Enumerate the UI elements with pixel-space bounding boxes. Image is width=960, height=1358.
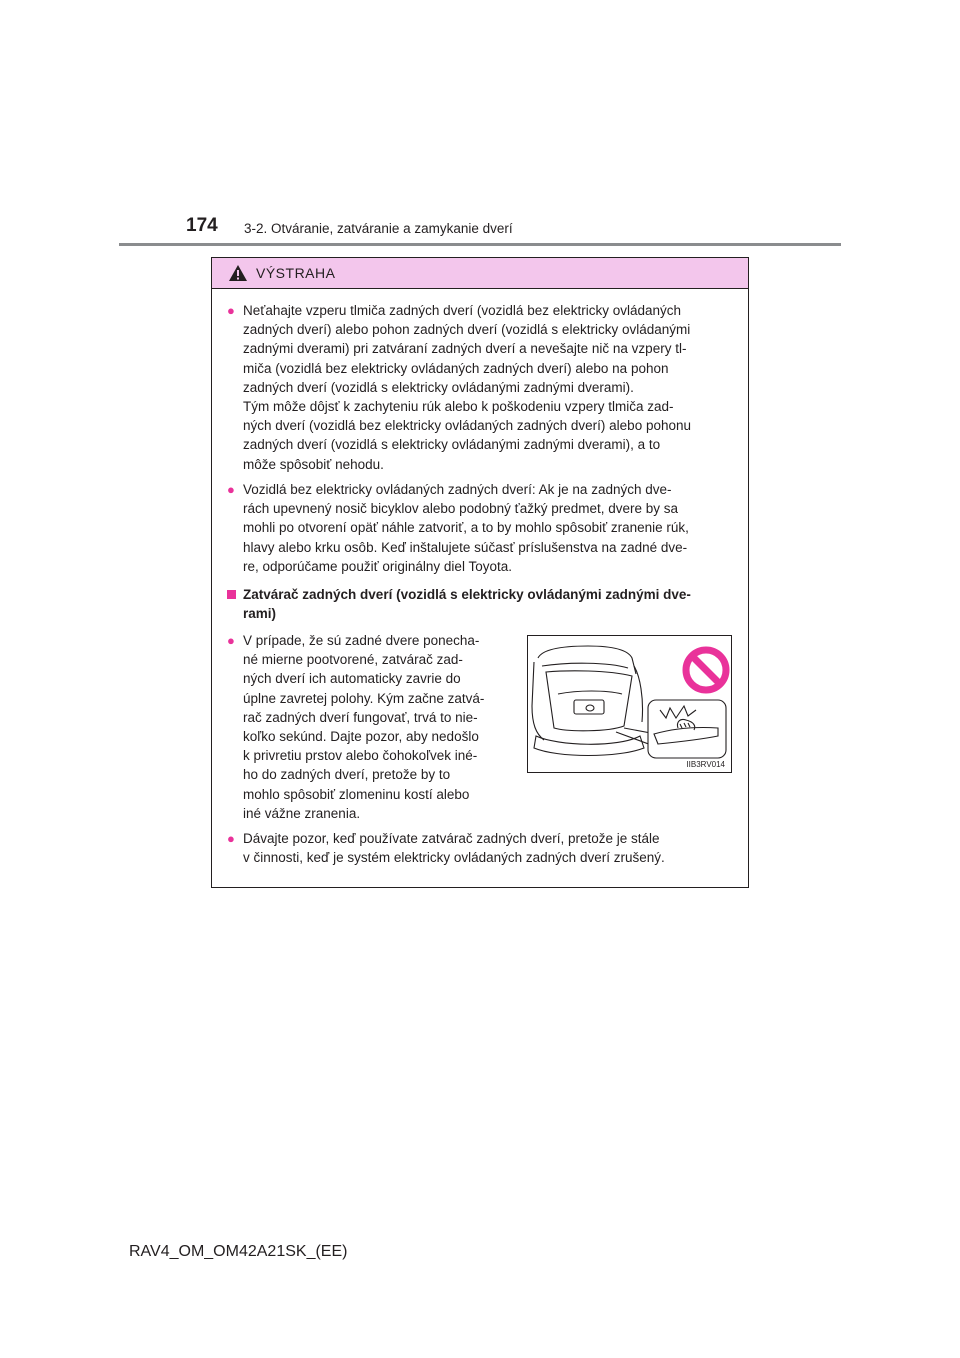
text-line: né mierne pootvorené, zatvárač zad- [243, 652, 463, 668]
warning-item [227, 829, 743, 867]
bullet-icon: ● [227, 482, 235, 497]
text-line: iné vážne zranenia. [243, 805, 361, 821]
warning-item [227, 301, 743, 474]
text-line: V prípade, že sú zadné dvere ponecha- [243, 633, 480, 648]
text-line: ných dverí (vozidlá bez elektricky ovládaných zadných dverí) alebo pohonu [243, 418, 691, 434]
car-rear-illustration [528, 636, 732, 773]
text-line: Dávajte pozor, keď používate zatvárač zadných dverí, pretože je stále [243, 831, 660, 846]
section-title: 3-2. Otváranie, zatváranie a zamykanie dverí [244, 221, 513, 236]
bullet-icon: ● [227, 831, 235, 846]
square-bullet-icon [227, 590, 236, 599]
text-line: zadných dverí (vozidlá s elektricky ovládanými zadnými dverami). [243, 379, 634, 395]
subheading [227, 585, 743, 623]
figure-code: IIB3RV014 [686, 760, 725, 769]
text-line: ho do zadných dverí, pretože by to [243, 767, 451, 783]
warning-item [227, 480, 743, 576]
text-line: k privretiu prstov alebo čohokoľvek iné- [243, 748, 478, 764]
text-line: môže spôsobiť nehodu. [243, 456, 384, 472]
text-line: Vozidlá bez elektricky ovládaných zadných dverí: Ak je na zadných dve- [243, 482, 672, 497]
warning-header [212, 258, 748, 289]
text-line: v činnosti, keď je systém elektricky ovládaných zadných dverí zrušený. [243, 850, 665, 866]
subheading-line: rami) [243, 606, 277, 622]
warning-title: VÝSTRAHA [256, 265, 336, 281]
bullet-icon: ● [227, 633, 235, 648]
text-line: mohlo spôsobiť zlomeninu kostí alebo [243, 786, 470, 802]
text-line: mohli po otvorení opäť náhle zatvoriť, a to by mohlo spôsobiť zranenie rúk, [243, 520, 689, 536]
warning-item [227, 631, 518, 823]
page-number: 174 [186, 215, 218, 236]
text-line: úplne zavretej polohy. Kým začne zatvá- [243, 690, 485, 706]
warning-triangle-icon [228, 264, 248, 282]
header-divider [119, 243, 841, 246]
text-line: zadných dverí (vozidlá s elektricky ovládanými zadnými dverami), a to [243, 437, 661, 453]
warning-box [211, 257, 749, 888]
text-line: miča (vozidlá bez elektricky ovládaných zadných dverí) alebo na pohon [243, 360, 669, 376]
text-line: rač zadných dverí fungovať, trvá to nie- [243, 709, 478, 725]
subheading-line: Zatvárač zadných dverí (vozidlá s elektricky ovládanými zadnými dve- [243, 587, 691, 602]
text-line: hlavy alebo krku osôb. Keď inštalujete súčasť príslušenstva na zadné dve- [243, 539, 688, 555]
text-line: re, odporúčame použiť originálny diel Toyota. [243, 558, 512, 574]
text-line: Neťahajte vzperu tlmiča zadných dverí (vozidlá bez elektricky ovládaných [243, 303, 682, 318]
text-line: zadných dverí) alebo pohon zadných dverí (vozidlá s elektricky ovládanými [243, 322, 691, 338]
prohibition-sign-icon [686, 650, 726, 690]
text-line: rách upevnený nosič bicyklov alebo podobný ťažký predmet, dvere by sa [243, 501, 679, 517]
text-line: Tým môže dôjsť k zachyteniu rúk alebo k poškodeniu vzpery tlmiča zad- [243, 399, 674, 415]
document-code: RAV4_OM_OM42A21SK_(EE) [129, 1243, 348, 1260]
text-line: zadnými dverami) pri zatváraní zadných dverí a nevešajte nič na vzpery tl- [243, 341, 687, 357]
bullet-icon: ● [227, 303, 235, 318]
tailgate-closer-illustration [527, 635, 732, 773]
text-line: koľko sekúnd. Dajte pozor, aby nedošlo [243, 729, 479, 745]
text-line: ných dverí ich automaticky zavrie do [243, 671, 461, 687]
